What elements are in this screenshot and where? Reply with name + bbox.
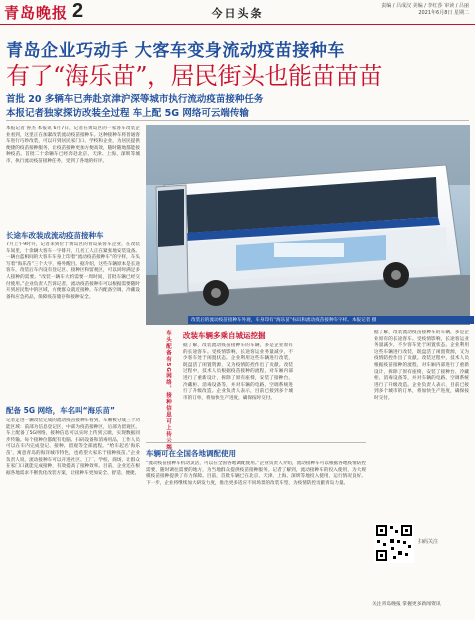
qr-code[interactable] (374, 523, 414, 563)
credits-editors: 责编 / 吕成汉 美编 / 李红莎 审读 / 吕丽 (381, 3, 469, 9)
vertical-callout: 车头配备有5G网络，接种信息可上传云端 (165, 330, 171, 451)
section3-body-a: 据了解，改装流动疫苗接种车的车辆，多是企业原有的长途客车。受疫情影响，长途客运业务量减少，不少客车处于闲置状态。企业利用这些车辆进行改装，既盘活了闲置资源，又为疫情防控作出了贡献。改装过程中，技术人员根据疫苗接种的流程，对车厢内部进行了重新设计，拆除了原有座椅，安装了接种台、冷藏柜、消毒设备等，并对车辆的电路、空调系统进行了升级改造。企业负责人表示，目前已接到多个城市的订单，将加快生产进度，确保按时交付。 (183, 343, 293, 401)
credits (319, 3, 469, 17)
section1-title: 长途车改装成流动疫苗接种车 (6, 231, 104, 240)
section4-rule (146, 442, 366, 443)
headline-sub2: 本报记者独家探访改装全过程 车上配 5G 网络可云端传输 (6, 108, 249, 119)
headline-kicker: 青岛企业巧动手 大客车变身流动疫苗接种车 (6, 41, 345, 61)
section2-title: 配备 5G 网络，车名叫“海乐苗” (6, 406, 115, 415)
headline-main: 有了“海乐苗”，居民街头也能苗苗苗 (6, 62, 383, 90)
section-title: 今日头条 (211, 7, 264, 20)
lead-paragraph: 本报记者 鲁杰 本报讯 6月7日，记者在黄岛区的一家客车改装企业看到，这里正在加紧改装流动疫苗接种车。这种接种车将普通客车进行巧妙改装，可以开到居民家门口、学校和企业，为居民提供便捷的疫苗接种服务，让疫苗接种更加方便高效，随时随地都能接种疫苗。首批二十余辆车已经奔赴北京、天津、上海、深圳等城市，执行流动疫苗接种任务，受到了各地的好评。 (6, 126, 140, 164)
newspaper-logo: 青岛晚报 (4, 4, 69, 22)
section4-body: “流动疫苗接种车机动灵活，可以在全国各地调配使用。”企业负责人介绍，流动接种车可以根据各地疫情防控需要，随时调往需要的地方，为当地群众提供疫苗接种服务。记者了解到，流动接种车的投入使用，为大规模疫苗接种提供了有力保障。目前，首批车辆已在北京、天津、上海、深圳等地投入使用，运行情况良好。下一步，企业将继续加大研发力度，推出更多适应不同场景的改装车型，为疫情防控贡献青岛力量。 (146, 461, 366, 486)
headline-rule (6, 120, 469, 121)
bus-illustration (146, 125, 470, 325)
section2-body: 记者走进一辆改装完成的流动疫苗接种车看到，车厢被分成三个功能区域：前部为信息登记区，中部为疫苗接种区，后部为留观区。车上配备了5G网络，接种信息可以实时上传到云端，实现数据同步传输。每个接种位都配有电脑、扫码设备和消毒用品，工作人员可以在车内完成登记、接种、留观等全部流程。“给车起名‘海乐苗’，寓意青岛的海洋城市特色，也希望大家乐于接种疫苗。”企业负责人说，流动接种车可以开进社区、工厂、学校、商场，让群众在家门口就能完成接种，有效提高了接种效率。目前，企业还在根据各地需求不断优化改装方案，让接种车更加安全、舒适、便捷。 (6, 418, 140, 476)
bus-photo (146, 125, 470, 325)
page-number: 2 (72, 0, 84, 22)
right-column-body: 据了解，改装流动疫苗接种车的车辆，多是企业原有的长途客车。受疫情影响，长途客运业务量减少，不少客车处于闲置状态。企业利用这些车辆进行改装，既盘活了闲置资源，又为疫情防控作出了贡献。改装过程中，技术人员根据疫苗接种的流程，对车厢内部进行了重新设计，拆除了原有座椅，安装了接种台、冷藏柜、消毒设备等，并对车辆的电路、空调系统进行了升级改造。企业负责人表示，目前已接到多个城市的订单，将加快生产进度，确保按时交付。 (374, 330, 469, 401)
qr-label: 扫码关注 (418, 539, 439, 545)
credits-date: 2021年6月8日 星期二 (418, 10, 469, 16)
qr-code-icon (374, 523, 414, 563)
section1-body: 7月上午9时许，记者来到位于黄岛区的青岛某客车企业，在改装车间里，十余辆大客车一字排开，几名工人正在紧张地安装设备。一辆白蓝相间的大客车车身上印着“流动疫苗接种车”的字样，车头写着“海乐苗”三个大字，格外醒目。据介绍，这些车辆原本是长途客车，改装后车内设有登记区、接种区和留观区，可以同时满足多人接种的需要。“改装一辆车大约需要一周时间，首批车辆已经交付使用。”企业负责人告诉记者，流动疫苗接种车可以根据需要随时开到居民集中的区域，方便群众就近接种。车内配备空调、冷藏设备和应急药品，保障疫苗储存和接种安全。 (6, 242, 140, 300)
section3-title: 改装车辆多乘自城运挖掘 (183, 331, 266, 340)
headline-sub1: 首批 20 多辆车已奔赴京津沪深等城市执行流动疫苗接种任务 (6, 94, 264, 105)
section4-title: 车辆可在全国各地调配使用 (146, 449, 236, 458)
photo-caption: 改装后的流动疫苗接种车外观，车身印有“海乐苗”标识和流动疫苗接种车字样。本报记者 摄 (188, 316, 474, 324)
footer-hotline: 关注青岛晚报 掌握更多新闻资讯 (372, 602, 441, 607)
